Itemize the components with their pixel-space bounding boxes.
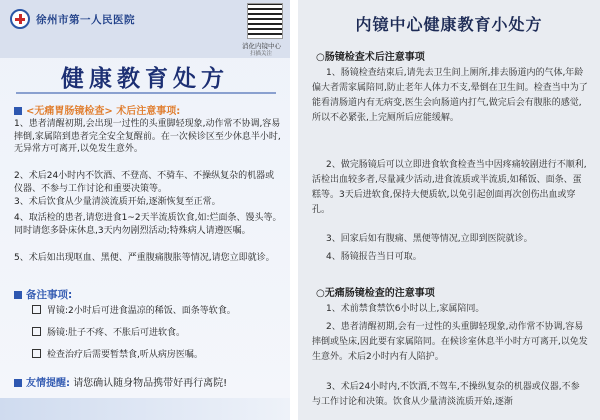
list-item: 1、患者清醒初期,会出现一过性的头重脚轻现象,动作常不协调,容易摔倒,家属陪到患者完全安全复醒前。在一次候诊区至少休息半小时,无异常方可离开,以免发生意外。 bbox=[14, 119, 281, 154]
note-item bbox=[32, 349, 277, 361]
list-item: 3、术后饮食从少量清淡流质开始,逐渐恢复至正常。 bbox=[14, 197, 221, 207]
list-item: 3、回家后如有腹痛、黑便等情况,立即到医院就诊。 bbox=[326, 234, 533, 244]
list-item: 1、术前禁食禁饮6小时以上,家属陪同。 bbox=[326, 304, 485, 314]
hospital-name: 徐州市第一人民医院 bbox=[36, 14, 135, 26]
section-heading-colonoscopy: ○肠镜检查术后注意事项 bbox=[316, 52, 425, 63]
list-item: 4、肠镜报告当日可取。 bbox=[326, 252, 422, 262]
list-item: 2、术后24小时内不饮酒、不登高、不骑车、不操纵复杂的机器或仪器、不参与工作讨论和重要决策等。 bbox=[14, 171, 275, 194]
qr-code-icon bbox=[247, 3, 283, 39]
friendly-reminder bbox=[14, 374, 227, 389]
list-item: 2、患者清醒初期,会有一过性的头重脚轻现象,动作常不协调,容易摔倒或坠床,因此要有家属陪同。在候诊室休息半小时方可离开,以免发生意外。术后2小时内有人陪护。 bbox=[312, 322, 588, 362]
reminder-text: 请您确认随身物品携带好再行离院! bbox=[73, 378, 228, 389]
note-text: 胃镜:2小时后可进食温凉的稀饭、面条等软食。 bbox=[47, 306, 236, 316]
bullet-square-icon bbox=[14, 107, 22, 115]
note-item bbox=[32, 305, 277, 317]
section-heading-notes bbox=[14, 287, 72, 302]
sheet-title: 内镜中心健康教育小处方 bbox=[355, 15, 543, 34]
divider bbox=[16, 92, 276, 94]
health-flyer-photo bbox=[0, 0, 290, 420]
list-item: 3、术后24小时内,不饮酒,不驾车,不操纵复杂的机器或仪器,不参与工作讨论和决策。饮食从少量清淡流质开始,逐渐 bbox=[312, 382, 580, 407]
bullet-square-icon bbox=[14, 291, 22, 299]
qr-subcaption: 扫描关注 bbox=[250, 51, 273, 57]
list-item: 5、术后如出现呕血、黑便、严重腹痛腹胀等情况,请您立即就诊。 bbox=[14, 253, 275, 263]
footer-wave bbox=[0, 398, 290, 420]
note-item bbox=[32, 327, 277, 339]
list-item: 1、肠镜检查结束后,请先去卫生间上厕所,排去肠道内的气体,年龄偏大者需家属陪同,防止老年人体力不支,晕倒在卫生间。检查当中为了能看清肠道内有无病变,医生会向肠道内打气,做完后会有腹胀的感觉,所以不必紧张,上完厕所后应能缓解。 bbox=[312, 68, 588, 123]
endoscopy-sheet-photo bbox=[298, 0, 600, 420]
list-item: 2、做完肠镜后可以立即进食软食检查当中因疼痛较剧进行不顺利,活检出血较多者,尽量减少活动,进食流质或半流质,如稀饭、面条、蛋糕等。3天后进软食,保持大便质软,以免引起创面再次创伤出血或穿孔。 bbox=[312, 160, 587, 215]
note-text: 肠镜:肚子不疼、不胀后可进软食。 bbox=[47, 328, 186, 338]
section-heading-postop bbox=[14, 102, 180, 117]
checkbox-icon bbox=[32, 349, 41, 358]
bullet-square-icon bbox=[14, 379, 22, 387]
list-item: 4、取活检的患者,请您进食1~2天半流质饮食,如:烂面条、馒头等。同时请您多卧床休息,3天内勿剧烈活动;特殊病人请遵医嘱。 bbox=[14, 213, 282, 236]
checkbox-icon bbox=[32, 327, 41, 336]
checkbox-icon bbox=[32, 305, 41, 314]
qr-caption: 消化内镜中心 bbox=[242, 42, 281, 50]
section-heading-text: 备注事项: bbox=[26, 289, 73, 301]
section-heading-text: <无痛胃肠镜检查> 术后注意事项: bbox=[26, 106, 181, 117]
flyer-title: 健康教育处方 bbox=[61, 66, 229, 92]
note-text: 检查治疗后需要暂禁食,听从病房医嘱。 bbox=[47, 350, 203, 360]
hospital-logo-icon bbox=[10, 9, 30, 29]
flyer-header bbox=[0, 0, 290, 58]
section-heading-painless: ○无痛肠镜检查的注意事项 bbox=[316, 288, 435, 299]
reminder-label: 友情提醒: bbox=[26, 378, 70, 389]
